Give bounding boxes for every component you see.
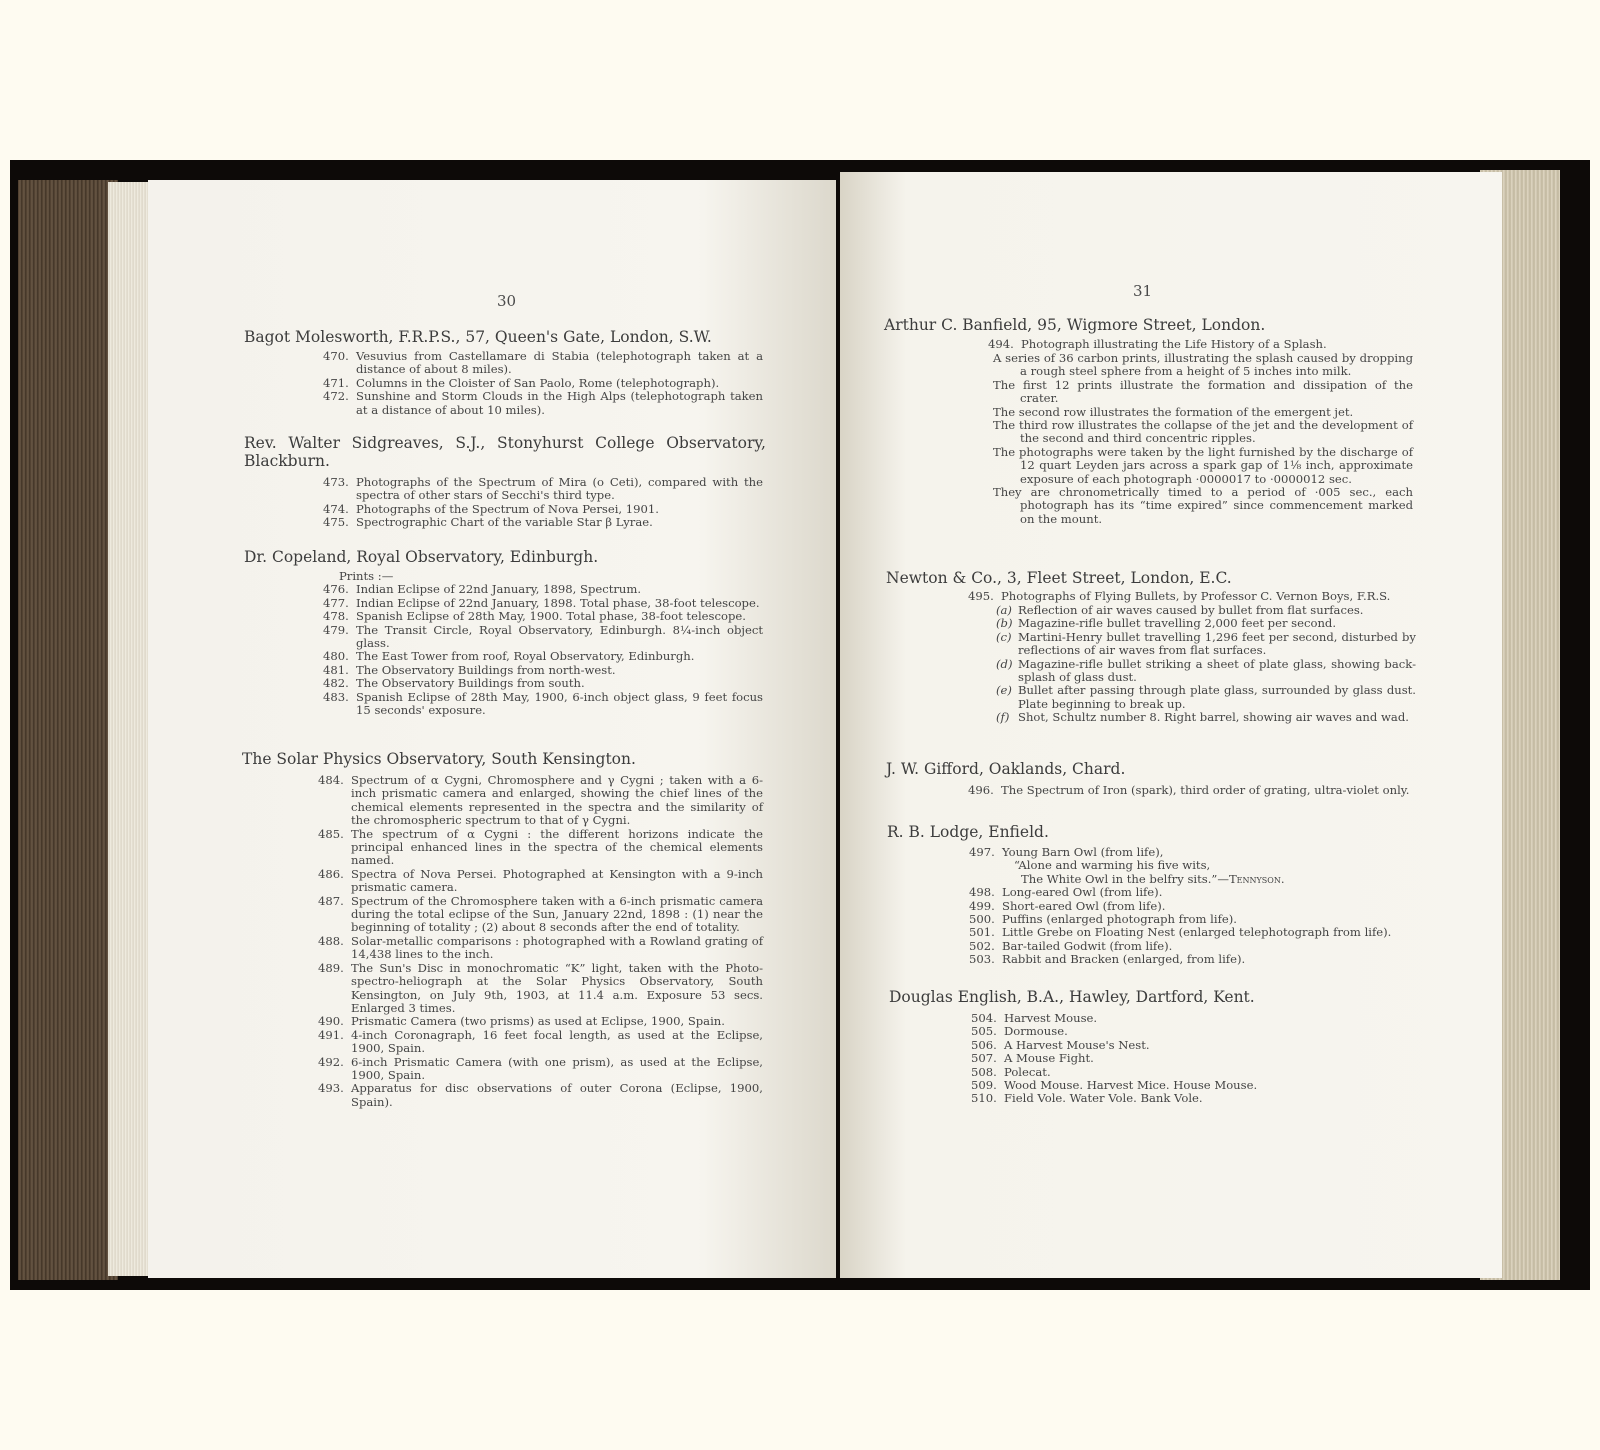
list-item: 476. Indian Eclipse of 22nd January, 1898, Spectrum.	[323, 582, 642, 597]
page-number: 30	[497, 292, 517, 310]
section-heading: Dr. Copeland, Royal Observatory, Edinburgh.	[244, 548, 599, 566]
prints-label: Prints :—	[339, 569, 394, 583]
list-item: (f) Shot, Schultz number 8. Right barrel, showing air waves and wad.	[996, 710, 1409, 725]
list-item: 487. Spectrum of the Chromosphere taken with a 6-inch prismatic camera during the total eclipse of the Sun, January 22nd, 1898 : (1) near the beginning of totality ; (2) about 8 seconds after the end of totality.	[318, 893, 763, 935]
list-item: 503. Rabbit and Bracken (enlarged, from life).	[969, 952, 1246, 967]
paragraph: The photographs were taken by the light furnished by the discharge of 12 quart Leyden jars across a spark gap of 1⅛ inch, approximate exposure of each photograph ·0000017 to ·0000012 sec.	[993, 444, 1413, 486]
list-item: 482. The Observatory Buildings from south.	[323, 676, 585, 691]
list-item: 502. Bar-tailed Godwit (from life).	[969, 938, 1173, 953]
list-item: 491. 4-inch Coronagraph, 16 feet focal length, as used at the Eclipse, 1900, Spain.	[318, 1027, 763, 1056]
list-item: 495. Photographs of Flying Bullets, by Professor C. Vernon Boys, F.R.S.	[968, 589, 1391, 603]
poem-line: The White Owl in the belfry sits.”—Tennyson.	[1021, 871, 1285, 886]
page-number: 31	[1133, 282, 1153, 300]
list-item: 478. Spanish Eclipse of 28th May, 1900. Total phase, 38-foot telescope.	[323, 609, 746, 624]
list-item: 501. Little Grebe on Floating Nest (enlarged telephotograph from life).	[969, 925, 1392, 940]
list-item: 483. Spanish Eclipse of 28th May, 1900, 6-inch object glass, 9 feet focus 15 seconds' exposure.	[323, 689, 763, 718]
list-item: 492. 6-inch Prismatic Camera (with one prism), as used at the Eclipse, 1900, Spain.	[318, 1054, 763, 1082]
list-item: 473. Photographs of the Spectrum of Mira (o Ceti), compared with the spectra of other stars of Secchi's third type.	[323, 475, 763, 503]
list-item: 477. Indian Eclipse of 22nd January, 1898. Total phase, 38-foot telescope.	[323, 595, 760, 610]
list-item: 499. Short-eared Owl (from life).	[969, 898, 1166, 913]
list-item: 494. Photograph illustrating the Life History of a Splash.	[988, 337, 1327, 351]
poem-line: “Alone and warming his five wits,	[1014, 858, 1211, 873]
paragraph: The first 12 prints illustrate the formation and dissipation of the crater.	[993, 377, 1413, 406]
sub-item-list	[996, 604, 1416, 725]
right-page	[840, 172, 1502, 1278]
list-item: 509. Wood Mouse. Harvest Mice. House Mouse.	[971, 1078, 1258, 1093]
section-heading: Newton & Co., 3, Fleet Street, London, E.C.	[886, 569, 1232, 587]
left-page	[148, 180, 836, 1278]
page-stack-left	[108, 182, 150, 1276]
list-item: 471. Columns in the Cloister of San Paolo, Rome (telephotograph).	[323, 375, 720, 390]
poem-author: Tennyson.	[1228, 871, 1285, 886]
entry-list	[968, 784, 1418, 797]
list-item: 500. Puffins (enlarged photograph from life).	[969, 912, 1237, 927]
list-item: 506. A Harvest Mouse's Nest.	[971, 1037, 1150, 1052]
description-block	[993, 352, 1413, 526]
paragraph: The third row illustrates the collapse of the jet and the development of the second and third concentric ripples.	[993, 418, 1413, 446]
entry-list	[968, 590, 1416, 603]
list-item: 485. The spectrum of α Cygni : the different horizons indicate the principal enhanced lines in the spectra of the chemical elements named.	[318, 826, 763, 868]
section-heading: R. B. Lodge, Enfield.	[887, 823, 1049, 841]
list-item: 505. Dormouse.	[971, 1024, 1068, 1039]
entry-list	[988, 338, 1413, 351]
list-item: 510. Field Vole. Water Vole. Bank Vole.	[971, 1091, 1203, 1106]
section-heading: Arthur C. Banfield, 95, Wigmore Street, London.	[884, 316, 1266, 334]
list-item: 475. Spectrographic Chart of the variable Star β Lyrae.	[323, 515, 653, 530]
list-item: 507. A Mouse Fight.	[971, 1051, 1094, 1066]
entry-list	[971, 1012, 1411, 1106]
section-heading: Douglas English, B.A., Hawley, Dartford, Kent.	[889, 988, 1255, 1006]
list-item: 508. Polecat.	[971, 1064, 1051, 1079]
list-item: 490. Prismatic Camera (two prisms) as used at Eclipse, 1900, Spain.	[318, 1014, 725, 1029]
list-item: (a) Reflection of air waves caused by bullet from flat surfaces.	[996, 603, 1364, 617]
list-item: (e) Bullet after passing through plate glass, surrounded by glass dust. Plate beginning to break up.	[996, 683, 1416, 711]
list-item: 480. The East Tower from roof, Royal Observatory, Edinburgh.	[323, 649, 695, 664]
list-item: 504. Harvest Mouse.	[971, 1011, 1098, 1025]
list-item: (b) Magazine-rifle bullet travelling 2,000 feet per second.	[996, 616, 1337, 631]
entry-list	[323, 350, 763, 417]
list-item: 497. Young Barn Owl (from life),	[969, 845, 1164, 859]
list-item: 484. Spectrum of α Cygni, Chromosphere and γ Cygni ; taken with a 6-inch prismatic camera and enlarged, showing the chief lines of the chemical elements represented in the spectra and the similarity of the chromospheric spectrum to that of γ Cygni.	[318, 773, 763, 828]
section-heading: Bagot Molesworth, F.R.P.S., 57, Queen's Gate, London, S.W.	[244, 328, 712, 346]
book-spine-edge-left	[18, 180, 118, 1280]
section-heading: J. W. Gifford, Oaklands, Chard.	[886, 760, 1126, 778]
list-item: 474. Photographs of the Spectrum of Nova Persei, 1901.	[323, 501, 659, 516]
entry-list	[318, 774, 763, 1109]
list-item: 498. Long-eared Owl (from life).	[969, 885, 1163, 900]
list-item: 486. Spectra of Nova Persei. Photographed at Kensington with a 9-inch prismatic camera.	[318, 866, 763, 895]
list-item: 496. The Spectrum of Iron (spark), third order of grating, ultra-violet only.	[968, 783, 1410, 797]
section-heading: The Solar Physics Observatory, South Kensington.	[242, 750, 636, 768]
paragraph: A series of 36 carbon prints, illustrating the splash caused by dropping a rough steel sphere from a height of 5 inches into milk.	[993, 351, 1413, 379]
list-item: 472. Sunshine and Storm Clouds in the High Alps (telephotograph taken at a distance of about 10 miles).	[323, 389, 763, 417]
entry-list	[969, 846, 1419, 967]
paragraph: The second row illustrates the formation of the emergent jet.	[993, 404, 1354, 419]
paragraph: They are chronometrically timed to a period of ·005 sec., each photograph has its “time expired” since commencement marked on the mount.	[993, 485, 1413, 526]
list-item: 479. The Transit Circle, Royal Observatory, Edinburgh. 8¼-inch object glass.	[323, 622, 763, 651]
list-item: 481. The Observatory Buildings from north-west.	[323, 662, 616, 677]
list-item: 488. Solar-metallic comparisons : photographed with a Rowland grating of 14,438 lines to the inch.	[318, 933, 763, 962]
entry-list	[323, 476, 763, 530]
list-item: 470. Vesuvius from Castellamare di Stabia (telephotograph taken at a distance of about 8 miles).	[323, 349, 763, 377]
list-item: (d) Magazine-rifle bullet striking a sheet of plate glass, showing back-splash of glass dust.	[996, 656, 1416, 685]
list-item: (c) Martini-Henry bullet travelling 1,296 feet per second, disturbed by reflections of air waves from flat surfaces.	[996, 629, 1416, 658]
entry-list	[323, 570, 763, 717]
section-heading: Rev. Walter Sidgreaves, S.J., Stonyhurst College Observatory, Blackburn.	[244, 434, 766, 470]
list-item: 493. Apparatus for disc observations of outer Corona (Eclipse, 1900, Spain).	[318, 1081, 763, 1109]
list-item: 489. The Sun's Disc in monochromatic “K” light, taken with the Photo-spectro-heliograph at the Solar Physics Observatory, South Kensington, on July 9th, 1903, at 11.4 a.m. Exposure 53 secs. Enlarged 3 times.	[318, 960, 763, 1015]
